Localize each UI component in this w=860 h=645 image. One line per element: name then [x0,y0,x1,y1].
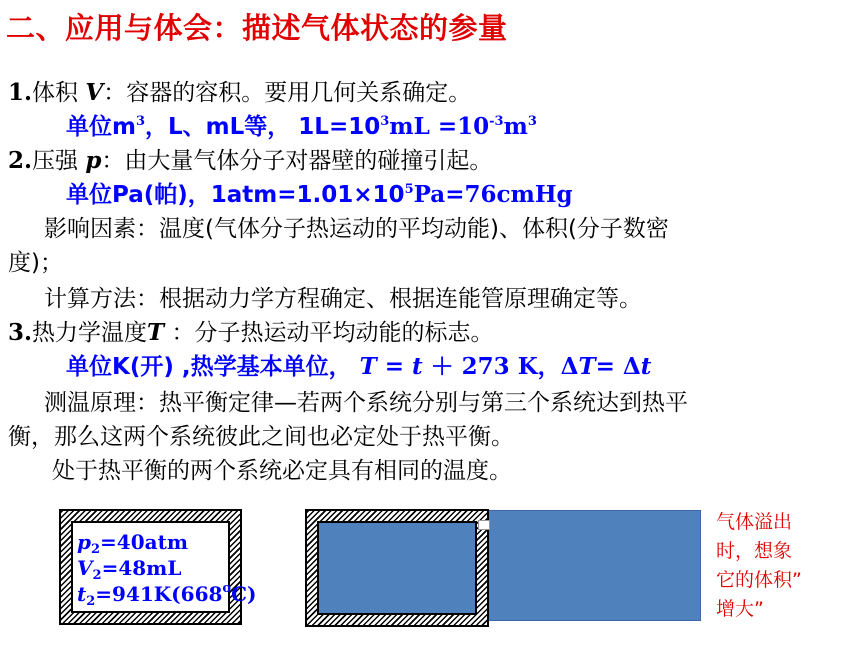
item1-unit-line [66,108,537,141]
item1-label: 体积 [32,80,79,106]
unit-text: ，L、mL等， 1L=10 [145,114,381,140]
volume-value: $V_2=48mL$ [77,556,182,583]
note-line: 时，想象 [716,540,793,562]
item1-number: 1. [8,79,33,106]
item3-unit-line [66,348,651,381]
item3-symbol: T [147,319,165,346]
exponent: 3 [380,114,390,129]
gas-overflow-note [716,508,802,624]
item3-label: 热力学温度 [32,320,148,346]
principle-line-1: 测温原理：热平衡定律—若两个系统分别与第三个系统达到热平 [44,390,688,416]
exponent: -3 [489,114,504,129]
gas-fill [317,521,477,615]
eq-text: ＋ 273 K，Δ [422,353,579,380]
note-line: 它的体积” [716,569,802,591]
exponent: 5 [404,182,414,197]
item1-desc: ：容器的容积。要用几何关系确定。 [103,80,472,106]
item2-symbol: p [85,147,102,174]
exponent: 3 [135,114,146,129]
container-box-state-2 [59,509,257,625]
conclusion-line: 处于热平衡的两个系统必定具有相同的温度。 [52,458,512,484]
item3-line [8,314,493,347]
item2-desc: ：由大量气体分子对器壁的碰撞引起。 [101,148,493,174]
unit-text: m [503,113,528,140]
pressure-value: $p_2=40atm$ [77,530,188,557]
eq-text: = Δ [595,353,641,380]
eq-symbol: t [412,353,423,380]
container-interior [71,521,257,613]
temperature-value: $t_2=941K(668^oC)$ [77,581,257,609]
state-values [77,529,256,607]
eq-symbol: T [578,353,596,380]
unit-text: 单位K(开) ,热学基本单位， [66,354,360,380]
note-line: 增大” [716,598,764,620]
note-line: 气体溢出 [716,511,793,533]
opening-marker [478,520,490,530]
factors-line-1: 影响因素：温度(气体分子热运动的平均动能)、体积(分子数密 [44,216,669,242]
item1-line [8,74,471,107]
item1-symbol: V [85,79,104,106]
unit-text: 单位Pa(帕)，1atm=1.01×10 [66,182,405,208]
exponent: 3 [527,114,537,129]
item2-number: 2. [8,147,33,174]
item2-unit-line [66,176,573,209]
slide-title: 二、应用与体会：描述气体状态的参量 [6,11,508,45]
eq-text: = [376,353,413,380]
item3-number: 3. [8,319,33,346]
expanded-gas-volume [488,510,701,621]
calc-line: 计算方法：根据动力学方程确定、根据连能管原理确定等。 [44,286,642,312]
container-box-gas [305,509,489,627]
principle-line-2: 衡，那么这两个系统彼此之间也必定处于热平衡。 [8,424,514,450]
eq-symbol: T [359,353,377,380]
item2-label: 压强 [32,148,79,174]
unit-text: mL =10 [389,113,490,140]
eq-symbol: t [640,353,652,380]
factors-line-2: 度)； [8,250,63,276]
item2-line [8,142,492,175]
item3-desc: ：分子热运动平均动能的标志。 [164,320,494,346]
unit-text: 单位m [66,114,136,140]
unit-text: Pa=76cmHg [413,181,573,208]
